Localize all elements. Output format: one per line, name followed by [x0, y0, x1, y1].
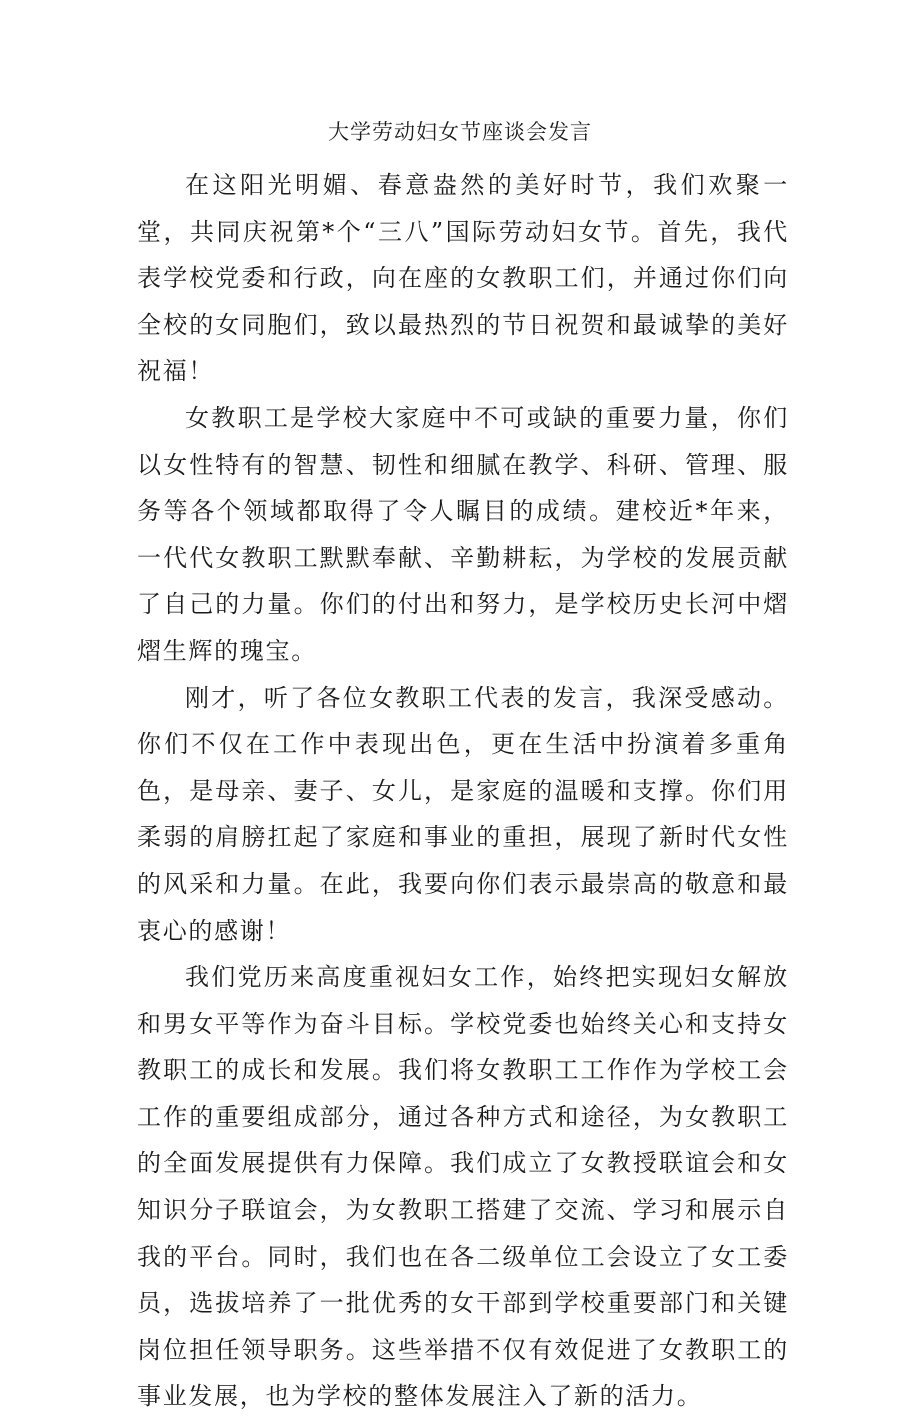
paragraph-3: 刚才，听了各位女教职工代表的发言，我深受感动。你们不仅在工作中表现出色，更在生活中扮演着多重角色，是母亲、妻子、女儿，是家庭的温暖和支撑。你们用柔弱的肩膀扛起了家庭和事业的重担，展现了新时代女性的风采和力量。在此，我要向你们表示最崇高的敬意和最衷心的感谢！ — [137, 683, 789, 945]
paragraph-4: 我们党历来高度重视妇女工作，始终把实现妇女解放和男女平等作为奋斗目标。学校党委也始终关心和支持女教职工的成长和发展。我们将女教职工工作作为学校工会工作的重要组成部分，通过各种方式和途径，为女教职工的全面发展提供有力保障。我们成立了女教授联谊会和女知识分子联谊会，为女教职工搭建了交流、学习和展示自我的平台。同时，我们也在各二级单位工会设立了女工委员，选拔培养了一批优秀的女干部到学校重要部门和关键岗位担任领导职务。这些举措不仅有效促进了女教职工的事业发展，也为学校的整体发展注入了新的活力。 — [137, 963, 789, 1411]
paragraph-1: 在这阳光明媚、春意盎然的美好时节，我们欢聚一堂，共同庆祝第*个“三八”国际劳动妇女节。首先，我代表学校党委和行政，向在座的女教职工们，并通过你们向全校的女同胞们，致以最热烈的节日祝贺和最诚挚的美好祝福！ — [137, 171, 789, 386]
paragraph-2: 女教职工是学校大家庭中不可或缺的重要力量，你们以女性特有的智慧、韧性和细腻在教学、科研、管理、服务等各个领域都取得了令人瞩目的成绩。建校近*年来，一代代女教职工默默奉献、辛勤耕耘，为学校的发展贡献了自己的力量。你们的付出和努力，是学校历史长河中熠熠生辉的瑰宝。 — [137, 403, 789, 665]
document-title: 大学劳动妇女节座谈会发言 — [328, 120, 592, 144]
document-body — [137, 162, 789, 1420]
